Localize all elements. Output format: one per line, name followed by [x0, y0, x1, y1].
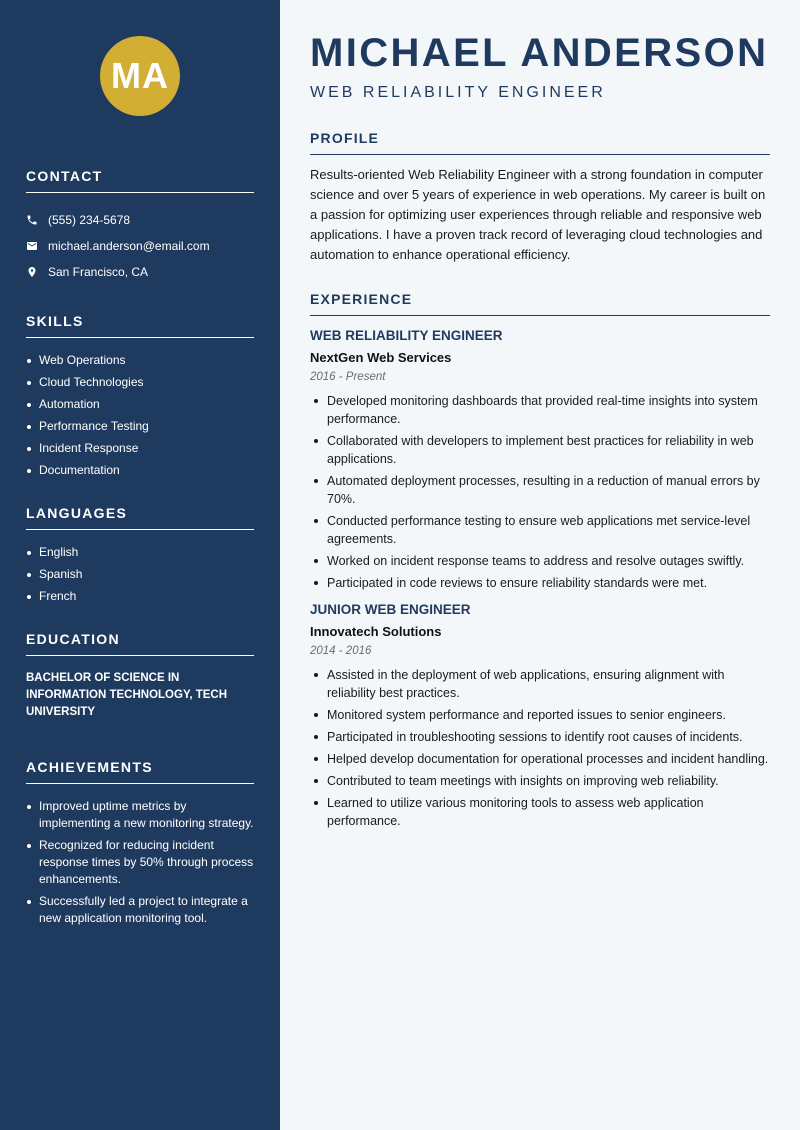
phone-icon — [26, 214, 48, 226]
list-item: Spanish — [26, 566, 254, 583]
job-dates: 2014 - 2016 — [310, 645, 372, 657]
languages-list — [26, 544, 254, 605]
contact-email — [26, 233, 254, 259]
list-item: Improved uptime metrics by implementing a new monitoring strategy. — [26, 798, 254, 832]
achievements-heading: ACHIEVEMENTS — [26, 759, 254, 784]
education-degree: BACHELOR OF SCIENCE IN INFORMATION TECHNOLOGY, TECH UNIVERSITY — [26, 672, 228, 718]
list-item: Collaborated with developers to implement best practices for reliability in web applications. — [310, 432, 770, 468]
achievements-section — [26, 759, 254, 927]
contact-location — [26, 259, 254, 285]
list-item: Cloud Technologies — [26, 374, 254, 391]
profile-section — [310, 130, 770, 265]
avatar — [100, 36, 180, 116]
education-heading: EDUCATION — [26, 631, 254, 656]
languages-section — [26, 505, 254, 605]
candidate-name: MICHAEL ANDERSON — [310, 31, 769, 75]
contact-phone — [26, 207, 254, 233]
list-item: Participated in code reviews to ensure reliability standards were met. — [310, 574, 770, 592]
list-item: English — [26, 544, 254, 561]
job-dates: 2016 - Present — [310, 371, 386, 383]
sidebar — [0, 0, 280, 1130]
list-item: Incident Response — [26, 440, 254, 457]
list-item: Documentation — [26, 462, 254, 479]
list-item: Monitored system performance and reported issues to senior engineers. — [310, 706, 770, 724]
job-title: JUNIOR WEB ENGINEER — [310, 602, 471, 617]
job-company: NextGen Web Services — [310, 350, 452, 365]
experience-section — [310, 291, 770, 830]
list-item: Learned to utilize various monitoring tools to assess web application performance. — [310, 794, 770, 830]
languages-heading: LANGUAGES — [26, 505, 254, 530]
candidate-title: WEB RELIABILITY ENGINEER — [310, 84, 606, 101]
list-item: Automated deployment processes, resulting in a reduction of manual errors by 70%. — [310, 472, 770, 508]
job-bullets — [310, 392, 770, 592]
list-item: Web Operations — [26, 352, 254, 369]
education-section — [26, 631, 254, 721]
list-item: Recognized for reducing incident response times by 50% through process enhancements. — [26, 837, 254, 888]
list-item: Contributed to team meetings with insights on improving web reliability. — [310, 772, 770, 790]
profile-heading: PROFILE — [310, 130, 770, 155]
job-entry — [310, 602, 770, 830]
contact-phone-text[interactable]: (555) 234-5678 — [48, 213, 131, 227]
profile-text: Results-oriented Web Reliability Engineer with a strong foundation in computer science and over 5 years of experience in web operations. My career is built on a passion for optimizing user experiences through reliable and responsive web applications. I have a proven track record of leveraging cloud technologies and automation to enhance operational efficiency. — [310, 167, 766, 262]
achievements-list — [26, 798, 254, 927]
contact-location-text: San Francisco, CA — [48, 265, 149, 279]
location-pin-icon — [26, 266, 48, 278]
list-item: Conducted performance testing to ensure web applications met service-level agreements. — [310, 512, 770, 548]
skills-section — [26, 313, 254, 479]
avatar-initials: MA — [111, 55, 169, 96]
experience-heading: EXPERIENCE — [310, 291, 770, 316]
skills-list — [26, 352, 254, 479]
job-title: WEB RELIABILITY ENGINEER — [310, 328, 503, 343]
job-bullets — [310, 666, 770, 830]
list-item: Developed monitoring dashboards that provided real-time insights into system performance. — [310, 392, 770, 428]
list-item: French — [26, 588, 254, 605]
list-item: Performance Testing — [26, 418, 254, 435]
list-item: Helped develop documentation for operational processes and incident handling. — [310, 750, 770, 768]
contact-section — [26, 168, 254, 285]
main-content — [280, 0, 800, 1130]
contact-email-text[interactable]: michael.anderson@email.com — [48, 239, 210, 253]
contact-heading: CONTACT — [26, 168, 254, 193]
skills-heading: SKILLS — [26, 313, 254, 338]
list-item: Assisted in the deployment of web applications, ensuring alignment with reliability best practices. — [310, 666, 770, 702]
job-entry — [310, 328, 770, 592]
list-item: Participated in troubleshooting sessions to identify root causes of incidents. — [310, 728, 770, 746]
list-item: Successfully led a project to integrate a new application monitoring tool. — [26, 893, 254, 927]
list-item: Worked on incident response teams to address and resolve outages swiftly. — [310, 552, 770, 570]
job-company: Innovatech Solutions — [310, 624, 442, 639]
email-icon — [26, 240, 48, 252]
list-item: Automation — [26, 396, 254, 413]
